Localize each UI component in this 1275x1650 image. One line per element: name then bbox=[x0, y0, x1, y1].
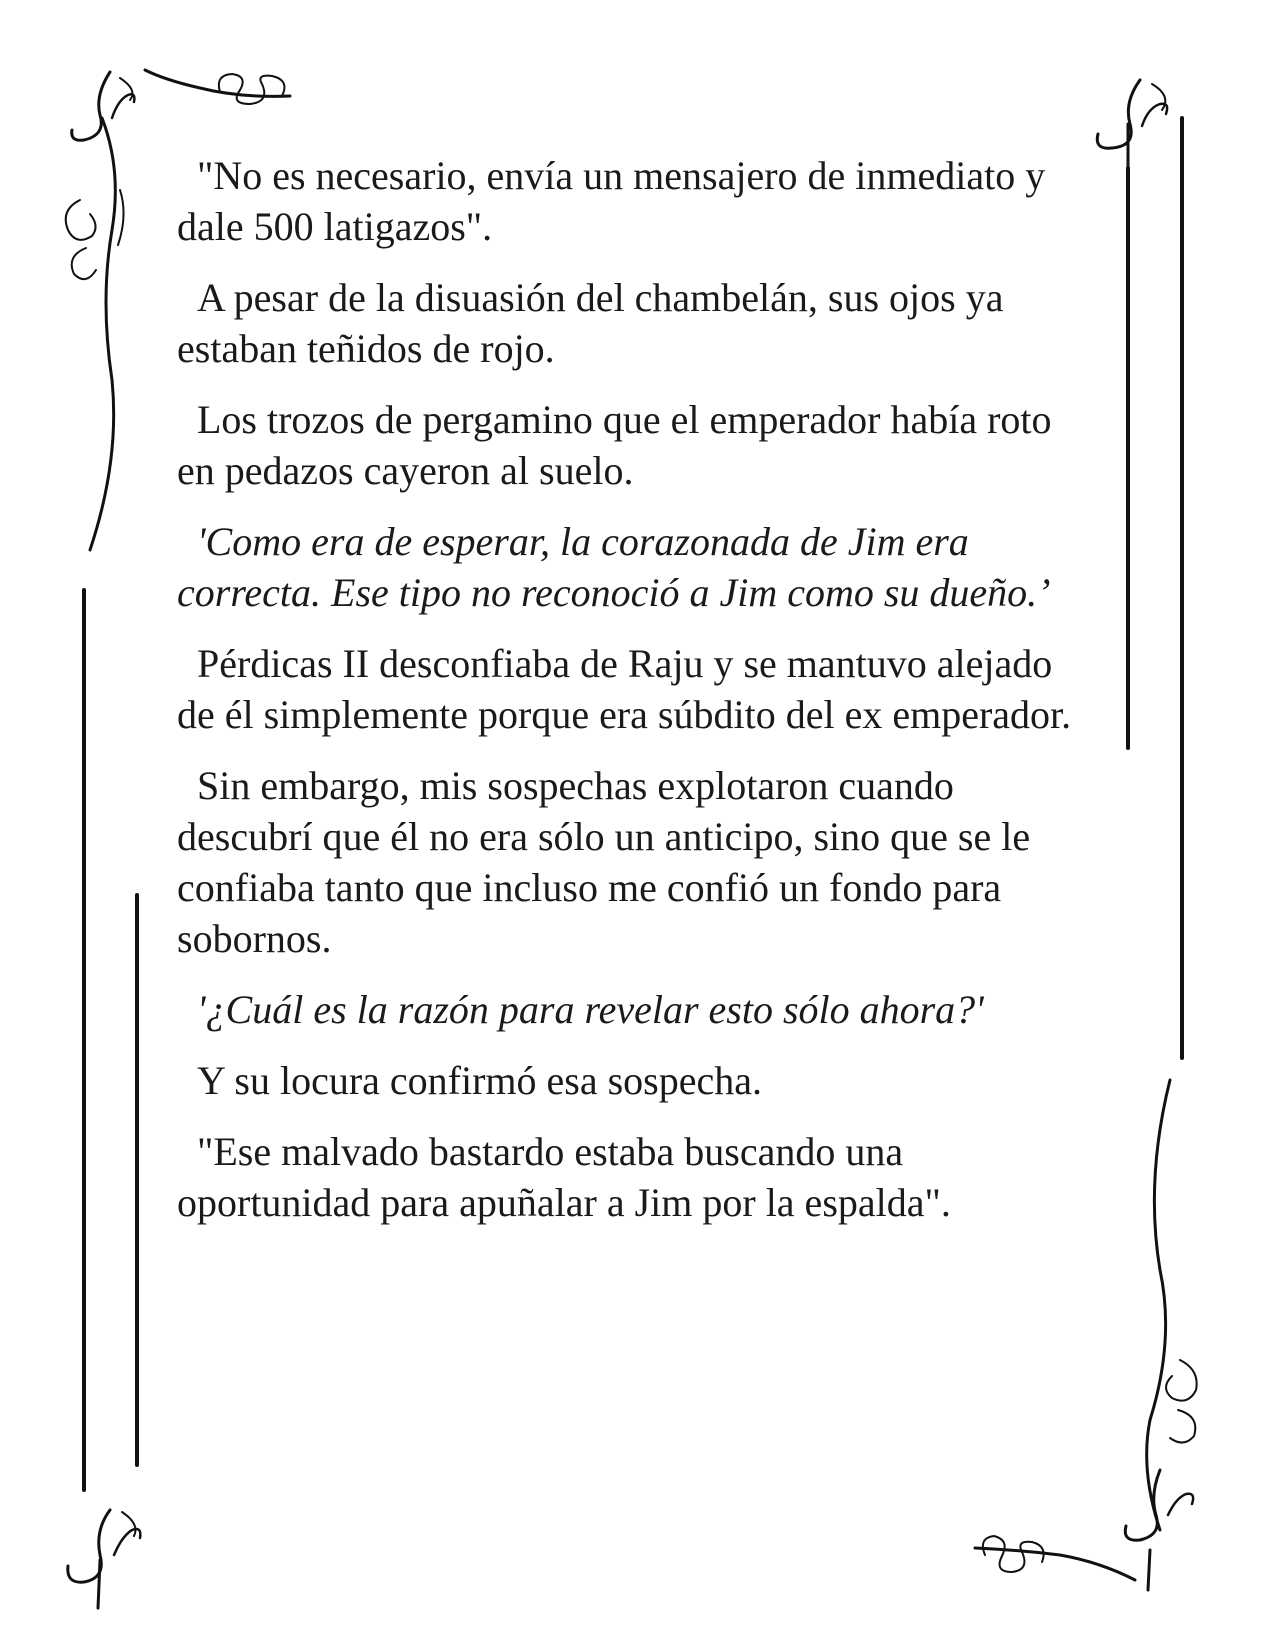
page-text bbox=[177, 150, 1077, 1248]
paragraph-8: Y su locura confirmó esa sospecha. bbox=[197, 1058, 762, 1103]
paragraph-1: "No es necesario, envía un mensajero de inmediato y dale 500 latigazos". bbox=[177, 153, 1046, 249]
paragraph-4-thought: 'Como era de esperar, la corazonada de Jim era correcta. Ese tipo no reconoció a Jim como su dueño.’ bbox=[177, 519, 1051, 615]
top-right-flourish bbox=[1097, 80, 1167, 168]
paragraph-7-thought: '¿Cuál es la razón para revelar esto sólo ahora?' bbox=[197, 987, 984, 1032]
paragraph-6: Sin embargo, mis sospechas explotaron cuando descubrí que él no era sólo un anticipo, sino que se le confiaba tanto que incluso me confió un fondo para sobornos. bbox=[177, 763, 1031, 961]
paragraph-5: Pérdicas II desconfiaba de Raju y se mantuvo alejado de él simplemente porque era súbdito del ex emperador. bbox=[177, 641, 1072, 737]
paragraph-2: A pesar de la disuasión del chambelán, sus ojos ya estaban teñidos de rojo. bbox=[177, 275, 1004, 371]
paragraph-3: Los trozos de pergamino que el emperador había roto en pedazos cayeron al suelo. bbox=[177, 397, 1052, 493]
bottom-left-flourish bbox=[68, 1510, 141, 1608]
paragraph-9: "Ese malvado bastardo estaba buscando una oportunidad para apuñalar a Jim por la espalda". bbox=[177, 1129, 951, 1225]
